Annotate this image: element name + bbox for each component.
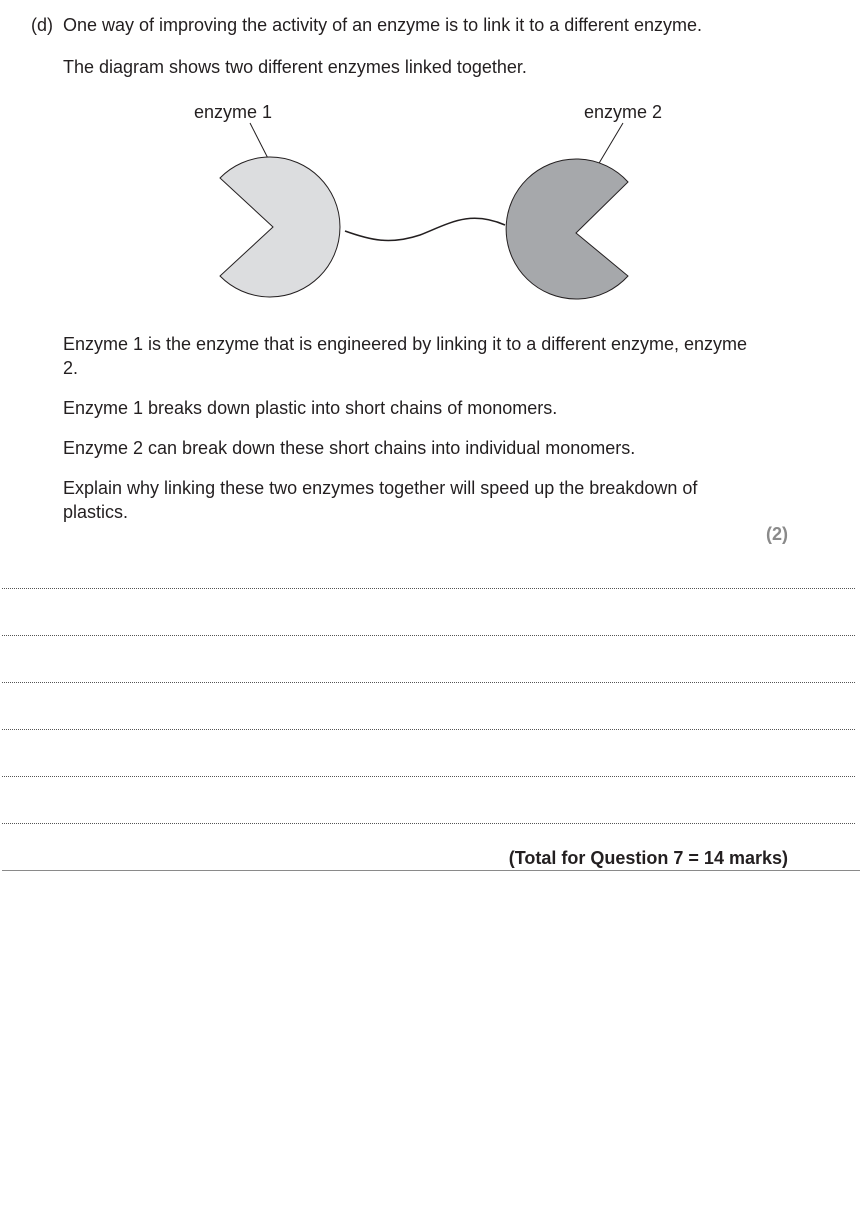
answer-line[interactable]	[2, 729, 855, 730]
question-intro: One way of improving the activity of an enzyme is to link it to a different enzyme.	[63, 15, 702, 35]
paragraph-enzyme1-engineered: Enzyme 1 is the enzyme that is engineered by linking it to a different enzyme, enzyme 2.	[63, 334, 748, 378]
answer-line[interactable]	[2, 823, 855, 824]
answer-line[interactable]	[2, 635, 855, 636]
enzyme1-shape	[220, 157, 340, 297]
paragraph-enzyme1-function: Enzyme 1 breaks down plastic into short chains of monomers.	[63, 398, 558, 418]
question-total-marks: (Total for Question 7 = 14 marks)	[508, 848, 788, 868]
linker-chain	[345, 218, 505, 240]
enzyme-diagram	[170, 95, 690, 310]
question-part-label: (d)	[31, 15, 53, 35]
question-prompt: Explain why linking these two enzymes together will speed up the breakdown of plastics.	[63, 478, 698, 522]
answer-line[interactable]	[2, 588, 855, 589]
section-divider	[2, 870, 860, 871]
paragraph-enzyme2-function: Enzyme 2 can break down these short chains into individual monomers.	[63, 438, 636, 458]
enzyme2-label: enzyme 2	[584, 102, 663, 122]
answer-line[interactable]	[2, 776, 855, 777]
answer-line[interactable]	[2, 682, 855, 683]
enzyme1-label: enzyme 1	[194, 102, 273, 122]
enzyme2-shape	[506, 159, 628, 299]
diagram-caption: The diagram shows two different enzymes linked together.	[63, 57, 527, 77]
marks-available: (2)	[766, 524, 788, 544]
